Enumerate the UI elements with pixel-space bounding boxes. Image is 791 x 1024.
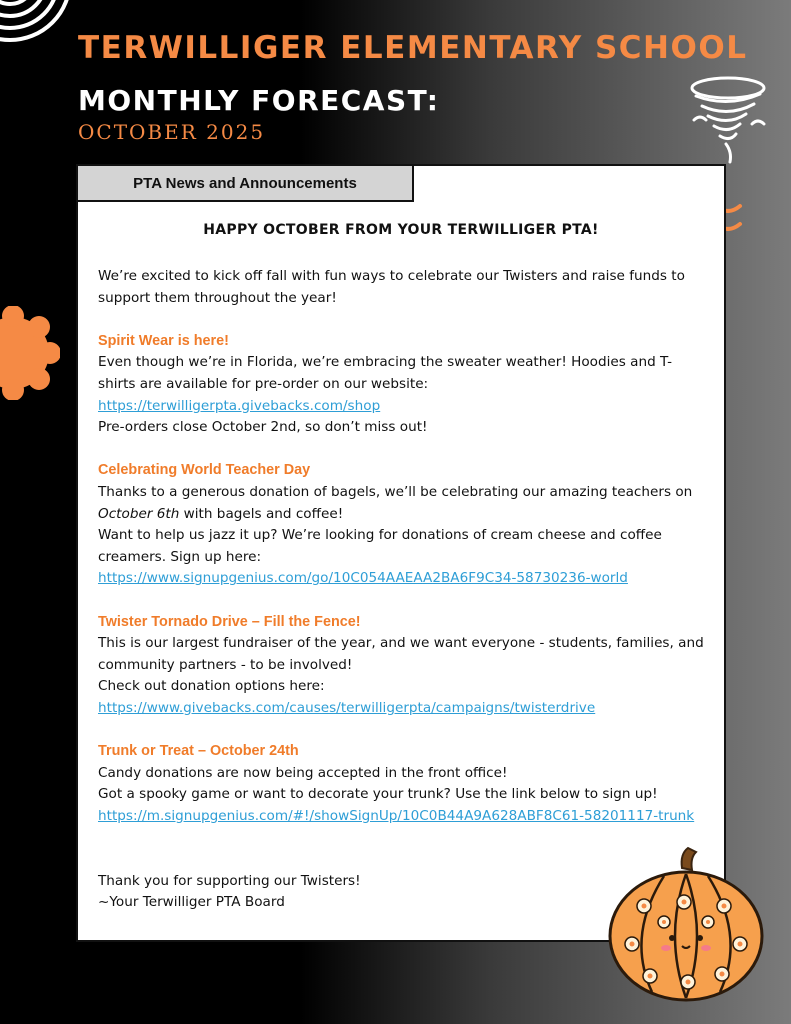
tornado-drive-text-2: Check out donation options here: bbox=[98, 678, 325, 695]
tornado-drive-text: This is our largest fundraiser of the year, and we want everyone - students, families, and community partners - to be involved! bbox=[98, 635, 704, 673]
trunk-or-treat-text-2: Got a spooky game or want to decorate your trunk? Use the link below to sign up! bbox=[98, 786, 658, 803]
tornado-icon bbox=[688, 74, 772, 166]
teacher-day-title: Celebrating World Teacher Day bbox=[98, 462, 311, 479]
closing-text: Thank you for supporting our Twisters! bbox=[98, 872, 361, 889]
intro-text: We’re excited to kick off fall with fun ways to celebrate our Twisters and raise funds to support them throughout the year! bbox=[98, 268, 685, 306]
tornado-drive-title: Twister Tornado Drive – Fill the Fence! bbox=[98, 613, 361, 630]
tornado-drive-link[interactable]: https://www.givebacks.com/causes/terwilligerpta/campaigns/twisterdrive bbox=[98, 699, 596, 716]
teacher-day-date: October 6th bbox=[98, 505, 180, 522]
spirit-wear-title: Spirit Wear is here! bbox=[98, 332, 229, 349]
flower-icon bbox=[0, 306, 60, 400]
pumpkin-icon bbox=[604, 846, 768, 1002]
spirit-wear-link[interactable]: https://terwilligerpta.givebacks.com/shop bbox=[98, 397, 381, 414]
teacher-day-link[interactable]: https://www.signupgenius.com/go/10C054AAEAA2BA6F9C34-58730236-world bbox=[98, 570, 628, 587]
school-title: TERWILLIGER ELEMENTARY SCHOOL bbox=[78, 30, 748, 66]
month-title: OCTOBER 2025 bbox=[78, 120, 266, 144]
card-tab: PTA News and Announcements bbox=[78, 166, 414, 202]
signature-text: ~Your Terwilliger PTA Board bbox=[98, 894, 285, 911]
spirit-wear-text: Even though we’re in Florida, we’re embracing the sweater weather! Hoodies and T-shirts are available for pre-order on our website: bbox=[98, 354, 672, 392]
teacher-day-text-2: Want to help us jazz it up? We’re looking for donations of cream cheese and coffee creamers. Sign up here: bbox=[98, 527, 662, 565]
teacher-day-text: Thanks to a generous donation of bagels, we’ll be celebrating our amazing teachers on October 6th with bagels and coffee! bbox=[98, 483, 693, 522]
trunk-or-treat-link[interactable]: https://m.signupgenius.com/#!/showSignUp/10C0B44A9A628ABF8C61-58201117-trunk bbox=[98, 807, 695, 824]
spirit-wear-note: Pre-orders close October 2nd, so don’t miss out! bbox=[98, 419, 428, 436]
card-content bbox=[98, 266, 708, 914]
announcements-card bbox=[76, 164, 726, 942]
trunk-or-treat-text: Candy donations are now being accepted in the front office! bbox=[98, 764, 508, 781]
card-heading: HAPPY OCTOBER FROM YOUR TERWILLIGER PTA! bbox=[203, 222, 599, 238]
forecast-title: MONTHLY FORECAST: bbox=[78, 84, 440, 117]
trunk-or-treat-title: Trunk or Treat – October 24th bbox=[98, 743, 299, 760]
